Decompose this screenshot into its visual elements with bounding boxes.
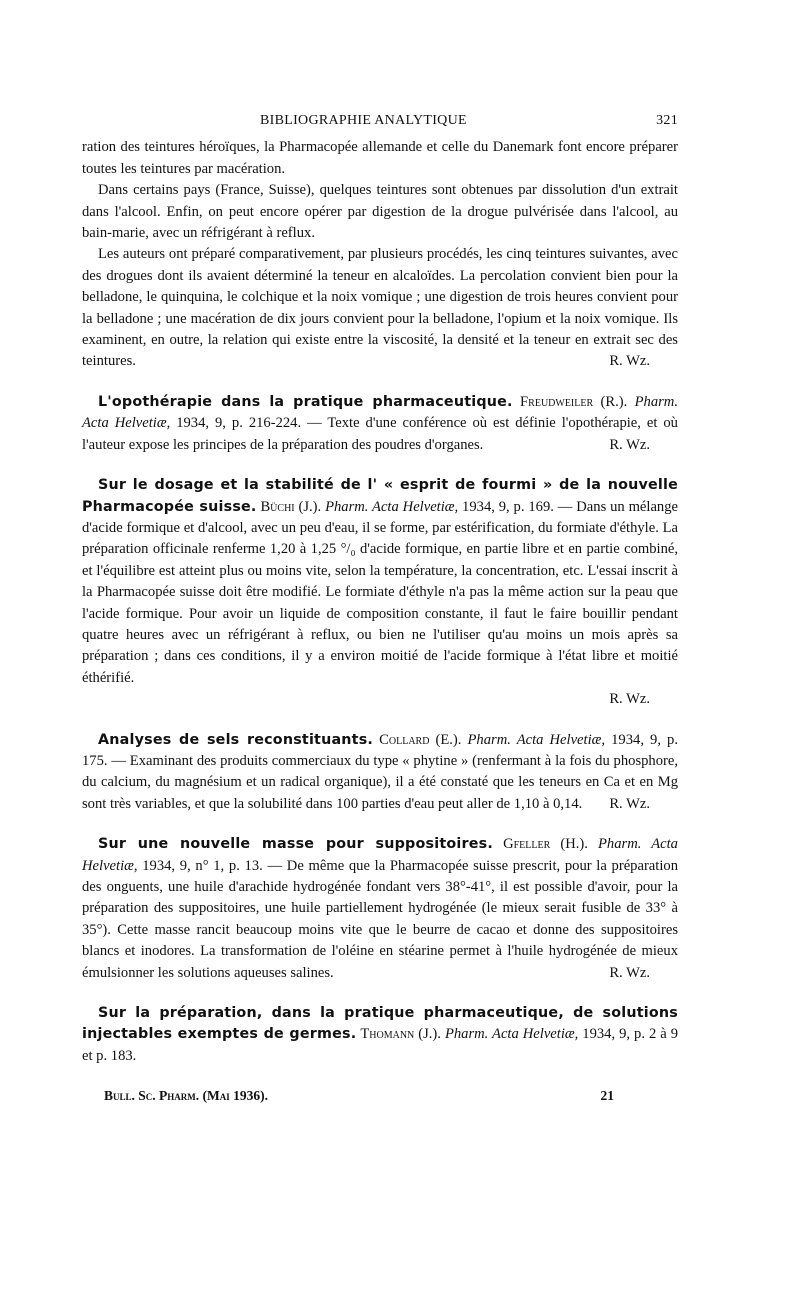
- entry-body: — Texte d'une conférence où est définie l'opothérapie, et où l'auteur expose les principes de la préparation des poudres d'organes.: [82, 415, 678, 453]
- running-header: [260, 110, 678, 131]
- signature: R. Wz.: [609, 964, 650, 981]
- page: [82, 110, 678, 1107]
- entry-author: Collard (E.).: [379, 731, 462, 748]
- page-footer: [82, 1085, 678, 1106]
- entry-title: Sur le dosage et la stabilité de l' « esprit de fourmi » de la nouvelle Pharmacopée suisse.: [82, 477, 678, 515]
- signature: R. Wz.: [609, 691, 650, 708]
- entry-citation: 1934, 9, p. 175.: [82, 731, 678, 769]
- entry-title: Analyses de sels reconstituants.: [98, 731, 374, 748]
- entry-author: Gfeller (H.).: [503, 836, 588, 853]
- entry-title: L'opothérapie dans la pratique pharmaceutique.: [98, 393, 513, 410]
- signature: R. Wz.: [609, 353, 650, 370]
- signature: R. Wz.: [609, 795, 650, 812]
- paragraph: ration des teintures héroïques, la Pharmacopée allemande et celle du Danemark font encore préparer toutes les teintures par macération.: [82, 139, 678, 177]
- entry-citation: 1934, 9, p. 216-224.: [176, 415, 302, 432]
- entry-citation: 1934, 9, n° 1, p. 13.: [142, 857, 263, 874]
- paragraph: Dans certains pays (France, Suisse), quelques teintures sont obtenues par dissolution d'un extrait dans l'alcool. Enfin, on peut encore opérer par digestion de la drogue pulvérisée dans l'alcool, au bain-marie, avec un réfrigérant à reflux.: [82, 182, 678, 242]
- entry-title: Sur la préparation, dans la pratique pharmaceutique, de solutions injectables exemptes de germes.: [82, 1005, 678, 1043]
- bibliography-entry: [82, 475, 678, 710]
- entry-journal: Pharm. Acta Helvetiæ,: [444, 1026, 579, 1043]
- entry-body: — Dans un mélange d'acide formique et d'alcool, avec un peu d'eau, il se forme, par estérification, du formiate d'éthyle. La préparation officinale renferme 1,20 à 1,25 °/₀ d'acide formique, en partie libre et en partie combiné, et l'équilibre est atteint plus ou moins vite, selon la température, la concentration, etc. L'essai inscrit à la Pharmacopée suisse doit être modifié. Le formiate d'éthyle n'a pas la même action sur la peau que l'acide formique. Pour avoir un liquide de composition constante, il faut le faire bouillir pendant quatre heures avec un réfrigérant à reflux, ou bien ne l'utiliser qu'au moins un mois après sa préparation ; dans ces conditions, il y a environ moitié de l'acide formique à l'état libre et moitié éthérifié.: [82, 498, 679, 686]
- entry-body: — De même que la Pharmacopée suisse prescrit, pour la préparation des onguents, une huile d'arachide hydrogénée fondant vers 38°-41°, il est possible d'avoir, pour la préparation des suppositoires, une huile partiellement hydrogénée (le mieux serait fusible de 33° à 35°). Cette masse rancit beaucoup moins vite que le beurre de cacao et donne des suppositoires blancs et inodores. La transformation de l'oléine en stéarine permet à l'huile hydrogénée de mieux émulsionner les solutions aqueuses salines.: [82, 857, 678, 981]
- bibliography-entry: [82, 834, 678, 984]
- page-number: 321: [656, 113, 678, 128]
- signature: R. Wz.: [609, 436, 650, 453]
- entry-journal: Pharm. Acta Helvetiæ,: [325, 498, 459, 515]
- paragraph-text: Les auteurs ont préparé comparativement, par plusieurs procédés, les cinq teintures suivantes, avec des drogues dont ils avaient déterminé la teneur en alcaloïdes. La percolation convient bien pour la belladone, le quinquina, le colchique et la noix vomique ; une digestion de trois heures convient pour la belladone ; une macération de dix jours convient pour la belladone, l'opium et la noix vomique. Ils examinent, en outre, la relation qui existe entre la viscosité, la densité et la teneur en extrait sec des teintures.: [82, 246, 678, 370]
- running-title: BIBLIOGRAPHIE ANALYTIQUE: [260, 113, 467, 128]
- entry-citation: 1934, 9, p. 2 à 9 et p. 183.: [82, 1026, 678, 1064]
- entry-journal: Pharm. Acta Helvetiæ,: [82, 836, 678, 874]
- entry-author: Büchi (J.).: [260, 498, 322, 515]
- bibliography-entry: [82, 392, 678, 456]
- entry-body: — Examinant des produits commerciaux du type « phytine » (renfermant à la fois du phosphore, du calcium, du magnésium et un radical organique), il a été constaté que les teneurs en Ca et en Mg sont très variables, et que la solubilité dans 100 parties d'eau peut aller de 1,10 à 0,14.: [82, 752, 678, 812]
- entry-citation: 1934, 9, p. 169.: [462, 498, 554, 515]
- paragraph: [82, 244, 678, 372]
- bibliography-entry: [82, 730, 678, 816]
- entry-journal: Pharm. Acta Helvetiæ,: [467, 731, 606, 748]
- entry-journal: Pharm. Acta Helvetiæ,: [82, 393, 678, 432]
- entry-title: Sur une nouvelle masse pour suppositoires.: [98, 836, 493, 853]
- entry-author: Thomann (J.).: [360, 1026, 441, 1043]
- signature-number: 21: [600, 1088, 614, 1104]
- bibliography-entry: [82, 1003, 678, 1067]
- entry-author: Freudweiler (R.).: [520, 393, 628, 410]
- footer-citation: Bull. Sc. Pharm. (Mai 1936).: [104, 1088, 268, 1104]
